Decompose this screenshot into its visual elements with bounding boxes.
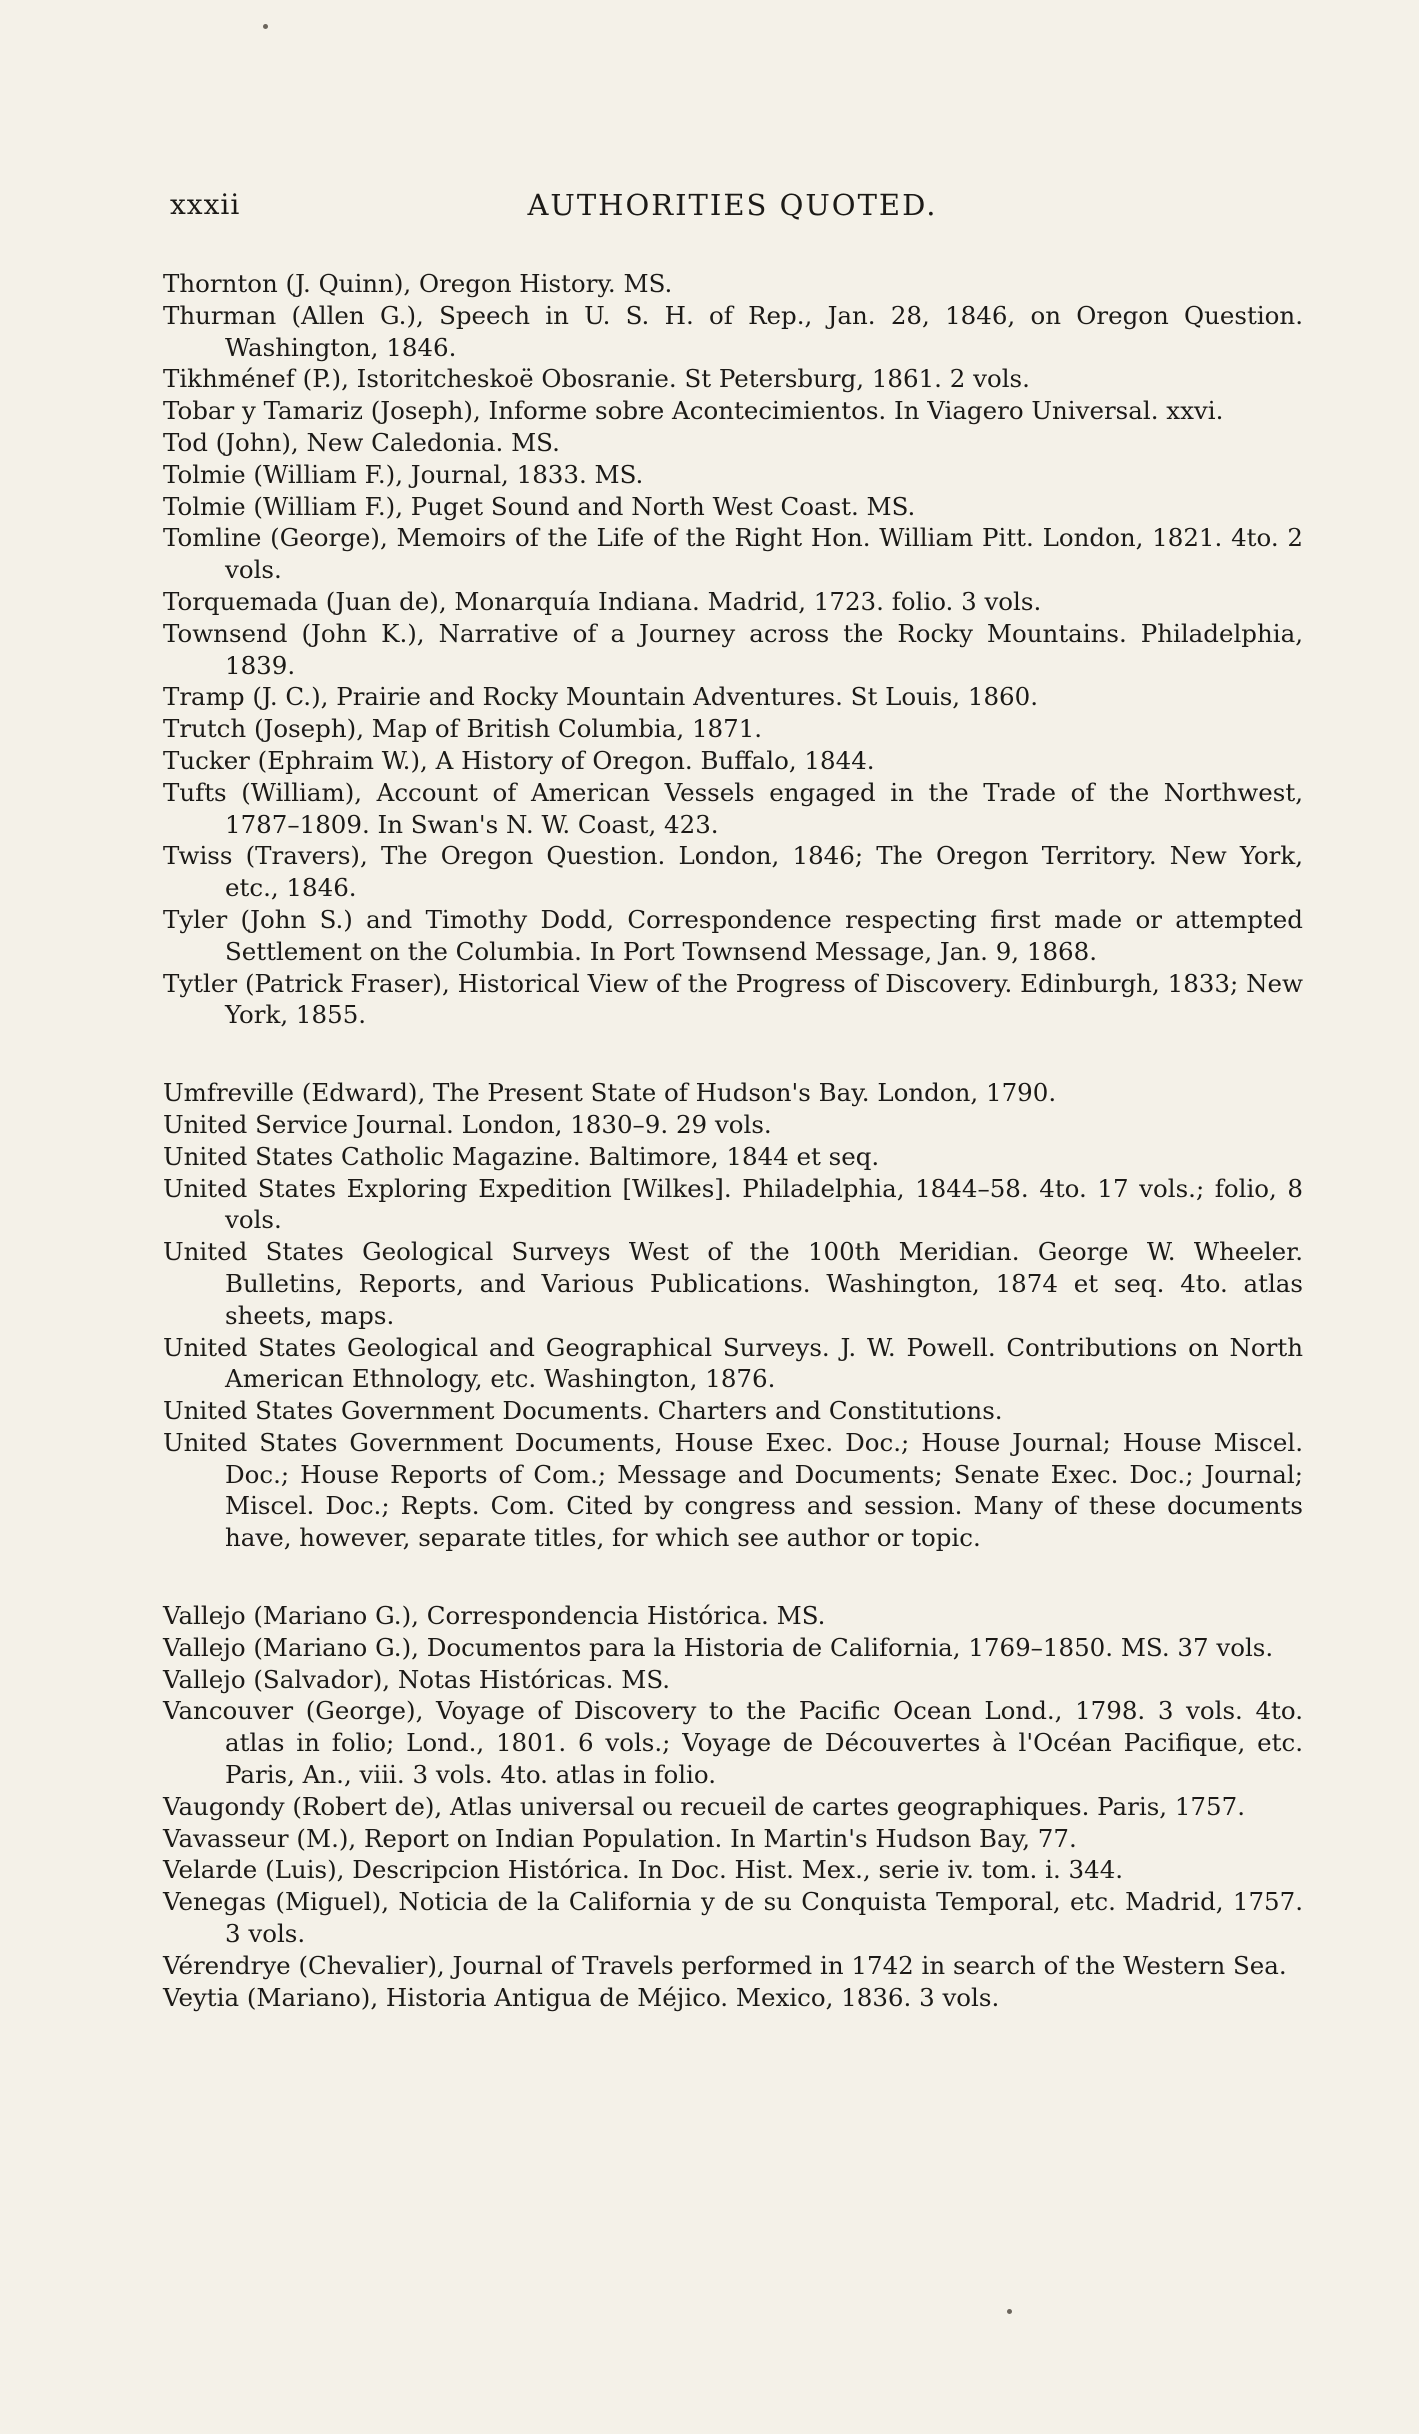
running-head [170, 188, 1295, 232]
bibliography-entry: Vallejo (Mariano G.), Documentos para la Historia de California, 1769–1850. MS. 37 vols. [163, 1632, 1274, 1662]
bibliography-entry: Thornton (J. Quinn), Oregon History. MS. [163, 269, 673, 298]
paper-speck [1007, 2309, 1012, 2314]
bibliography-entry: United States Geological Surveys West of the 100th Meridian. George W. Wheeler. Bulletins, Reports, and Various Publications. Washington, 1874 et seq. 4to. atlas sheets, maps. [163, 1237, 1303, 1330]
bibliography-entry: Vavasseur (M.), Report on Indian Population. In Martin's Hudson Bay, 77. [163, 1823, 1077, 1853]
bibliography-entry: United States Exploring Expedition [Wilkes]. Philadelphia, 1844–58. 4to. 17 vols.; folio, 8 vols. [163, 1173, 1303, 1235]
bibliography-entry: Vancouver (George), Voyage of Discovery to the Pacific Ocean Lond., 1798. 3 vols. 4to. atlas in folio; Lond., 1801. 6 vols.; Voyage de Découvertes à l'Océan Pacifique, etc. Paris, An., viii. 3 vols. 4to. atlas in folio. [163, 1696, 1303, 1790]
bibliography-entry: Tucker (Ephraim W.), A History of Oregon. Buffalo, 1844. [163, 745, 875, 775]
bibliography-entry: Velarde (Luis), Descripcion Histórica. In Doc. Hist. Mex., serie iv. tom. i. 344. [163, 1855, 1124, 1885]
bibliography-entry: Vallejo (Salvador), Notas Históricas. MS. [163, 1664, 671, 1694]
section-spacer [163, 1031, 1303, 1077]
bibliography-entry: Tramp (J. C.), Prairie and Rocky Mountain Adventures. St Louis, 1860. [163, 682, 1039, 712]
bibliography-entry: United States Government Documents. Charters and Constitutions. [163, 1396, 1003, 1426]
bibliography-entry: Tyler (John S.) and Timothy Dodd, Correspondence respecting first made or attempted Settlement on the Columbia. In Port Townsend Message, Jan. 9, 1868. [163, 904, 1303, 966]
bibliography-entry: Tomline (George), Memoirs of the Life of the Right Hon. William Pitt. London, 1821. 4to. 2 vols. [163, 523, 1303, 585]
bibliography-entry: Tikhménef (P.), Istoritcheskoë Obosranie. St Petersburg, 1861. 2 vols. [163, 364, 1030, 394]
entry-group-t [163, 268, 1303, 1031]
bibliography-entry: Tolmie (William F.), Puget Sound and North West Coast. MS. [163, 491, 916, 521]
bibliography-entry: Trutch (Joseph), Map of British Columbia, 1871. [163, 714, 763, 744]
bibliography-entry: Vérendrye (Chevalier), Journal of Travels performed in 1742 in search of the Western Sea. [163, 1950, 1287, 1980]
bibliography-entry: United States Government Documents, House Exec. Doc.; House Journal; House Miscel. Doc.; House Reports of Com.; Message and Documents; Senate Exec. Doc.; Journal; Miscel. Doc.; Repts. Com. Cited by congress and session. Many of these documents have, however, separate titles, for which see author or topic. [163, 1427, 1303, 1553]
bibliography-entry: Tufts (William), Account of American Vessels engaged in the Trade of the Northwest, 1787–1809. In Swan's N. W. Coast, 423. [163, 777, 1303, 839]
bibliography-entry: Vaugondy (Robert de), Atlas universal ou recueil de cartes geographiques. Paris, 1757. [163, 1791, 1245, 1821]
bibliography-entry: Twiss (Travers), The Oregon Question. London, 1846; The Oregon Territory. New York, etc., 1846. [163, 841, 1303, 903]
bibliography-entry: Tod (John), New Caledonia. MS. [163, 427, 560, 457]
bibliography-entry: Umfreville (Edward), The Present State of Hudson's Bay. London, 1790. [163, 1078, 1057, 1108]
bibliography-list [163, 268, 1303, 2013]
bibliography-entry: Torquemada (Juan de), Monarquía Indiana. Madrid, 1723. folio. 3 vols. [163, 586, 1042, 616]
paper-speck [263, 24, 268, 29]
bibliography-entry: Thurman (Allen G.), Speech in U. S. H. of Rep., Jan. 28, 1846, on Oregon Question. Washington, 1846. [163, 300, 1303, 362]
bibliography-entry: Venegas (Miguel), Noticia de la California y de su Conquista Temporal, etc. Madrid, 1757. 3 vols. [163, 1887, 1303, 1949]
running-head-title: AUTHORITIES QUOTED. [527, 188, 938, 222]
section-spacer [163, 1554, 1303, 1600]
bibliography-entry: Tytler (Patrick Fraser), Historical View of the Progress of Discovery. Edinburgh, 1833; New York, 1855. [163, 968, 1303, 1030]
bibliography-entry: Townsend (John K.), Narrative of a Journey across the Rocky Mountains. Philadelphia, 1839. [163, 618, 1303, 680]
entry-group-u [163, 1077, 1303, 1554]
bibliography-entry: Vallejo (Mariano G.), Correspondencia Histórica. MS. [163, 1601, 826, 1631]
bibliography-entry: Veytia (Mariano), Historia Antigua de Méjico. Mexico, 1836. 3 vols. [163, 1982, 1000, 2012]
bibliography-entry: United States Geological and Geographical Surveys. J. W. Powell. Contributions on North American Ethnology, etc. Washington, 1876. [163, 1332, 1303, 1394]
bibliography-entry: United States Catholic Magazine. Baltimore, 1844 et seq. [163, 1141, 880, 1171]
entry-group-v [163, 1600, 1303, 2013]
bibliography-entry: United Service Journal. London, 1830–9. 29 vols. [163, 1109, 772, 1139]
bibliography-entry: Tobar y Tamariz (Joseph), Informe sobre Acontecimientos. In Viagero Universal. xxvi. [163, 396, 1224, 426]
page-number: xxxii [170, 188, 241, 221]
bibliography-entry: Tolmie (William F.), Journal, 1833. MS. [163, 459, 644, 489]
